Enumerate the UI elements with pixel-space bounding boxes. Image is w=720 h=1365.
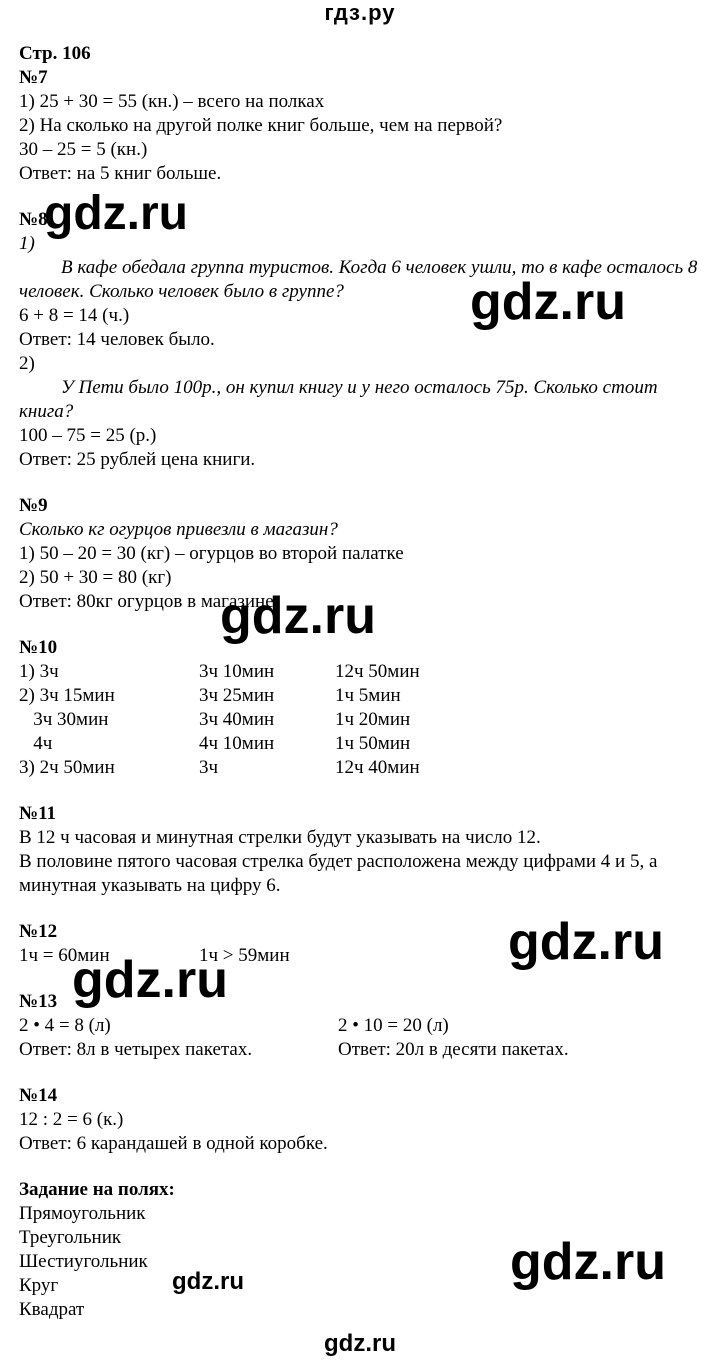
ex13-right-calc: 2 • 10 = 20 (л) <box>338 1015 449 1036</box>
watermark-logo: gdz.ru <box>470 273 626 331</box>
ex10-cell: 3) 2ч 50мин <box>19 757 115 778</box>
page-label: Стр. 106 <box>19 43 91 64</box>
ex10-cell: 2) 3ч 15мин <box>19 685 115 706</box>
ex10-row <box>19 684 699 708</box>
ex13-right-answer: Ответ: 20л в десяти пакетах. <box>338 1039 569 1060</box>
ex14-line: 12 : 2 = 6 (к.) <box>19 1109 124 1130</box>
ex8-part1-solution: 6 + 8 = 14 (ч.) <box>19 305 130 326</box>
ex8-part2-task: У Пети было 100р., он купил книгу и у него осталось 75р. Сколько стоит книга? <box>19 377 658 422</box>
ex8-part2-solution: 100 – 75 = 25 (р.) <box>19 425 157 446</box>
margin-task-item: Квадрат <box>19 1299 85 1320</box>
ex12-left: 1ч = 60мин <box>19 945 110 966</box>
ex8-part2-label: 2) <box>19 353 35 374</box>
ex10-title: №10 <box>19 637 58 658</box>
ex13-title: №13 <box>19 991 58 1012</box>
watermark-logo: gdz.ru <box>172 1268 244 1295</box>
ex8-title: №8 <box>19 209 48 230</box>
margin-task-item: Круг <box>19 1275 59 1296</box>
ex10-cell: 12ч 40мин <box>335 757 420 778</box>
margin-task-item: Прямоугольник <box>19 1203 146 1224</box>
ex9-title: №9 <box>19 495 48 516</box>
ex13-left-answer: Ответ: 8л в четырех пакетах. <box>19 1039 253 1060</box>
watermark-logo: gdz.ru <box>220 587 376 645</box>
ex9-line: 2) 50 + 30 = 80 (кг) <box>19 567 172 588</box>
ex8-part1-answer: Ответ: 14 человек было. <box>19 329 215 350</box>
ex10-cell: 1) 3ч <box>19 661 59 682</box>
watermark-logo: gdz.ru <box>72 951 228 1009</box>
ex9-question: Сколько кг огурцов привезли в магазин? <box>19 519 338 540</box>
ex10-cell: 4ч <box>19 733 53 754</box>
ex10-cell: 12ч 50мин <box>335 661 420 682</box>
ex10-cell: 4ч 10мин <box>199 733 275 754</box>
watermark-logo: gdz.ru <box>510 1233 666 1291</box>
ex7-line: 1) 25 + 30 = 55 (кн.) – всего на полках <box>19 91 325 112</box>
ex12-title: №12 <box>19 921 58 942</box>
watermark-logo: gdz.ru <box>508 913 664 971</box>
ex10-row <box>19 708 699 732</box>
ex11-line: В половине пятого часовая стрелка будет расположена между цифрами 4 и 5, а минутная указывать на цифру 6. <box>19 851 658 896</box>
site-footer: gdz.ru <box>324 1330 396 1357</box>
ex10-cell: 3ч 25мин <box>199 685 275 706</box>
ex14-title: №14 <box>19 1085 58 1106</box>
ex10-cell: 1ч 20мин <box>335 709 411 730</box>
ex10-row <box>19 732 699 756</box>
ex10-row <box>19 756 699 780</box>
margin-task-item: Треугольник <box>19 1227 122 1248</box>
ex7-line: 30 – 25 = 5 (кн.) <box>19 139 148 160</box>
ex13-left-calc: 2 • 4 = 8 (л) <box>19 1015 111 1036</box>
ex8-part1-label: 1) <box>19 233 35 254</box>
ex10-cell: 3ч <box>199 757 219 778</box>
ex12-right: 1ч > 59мин <box>199 945 290 966</box>
ex9-line: Ответ: 80кг огурцов в магазине. <box>19 591 279 612</box>
ex7-line: 2) На сколько на другой полке книг больше, чем на первой? <box>19 115 503 136</box>
margin-task-title: Задание на полях: <box>19 1179 175 1200</box>
ex10-cell: 3ч 10мин <box>199 661 275 682</box>
ex10-cell: 3ч 40мин <box>199 709 275 730</box>
margin-task-item: Шестиугольник <box>19 1251 148 1272</box>
ex13-row <box>19 1014 699 1038</box>
watermark-logo: gdz.ru <box>44 187 188 240</box>
ex8-part1-task: В кафе обедала группа туристов. Когда 6 человек ушли, то в кафе осталось 8 человек. Сколько человек было в группе? <box>19 257 698 302</box>
ex11-line: В 12 ч часовая и минутная стрелки будут указывать на число 12. <box>19 827 541 848</box>
ex10-cell: 1ч 5мин <box>335 685 401 706</box>
ex9-line: 1) 50 – 20 = 30 (кг) – огурцов во второй палатке <box>19 543 404 564</box>
site-header: гдз.ру <box>324 0 396 25</box>
ex14-line: Ответ: 6 карандашей в одной коробке. <box>19 1133 328 1154</box>
ex7-line: Ответ: на 5 книг больше. <box>19 163 222 184</box>
ex10-cell: 1ч 50мин <box>335 733 411 754</box>
ex10-row <box>19 660 699 684</box>
ex13-row <box>19 1038 699 1062</box>
ex7-title: №7 <box>19 67 48 88</box>
ex8-part2-answer: Ответ: 25 рублей цена книги. <box>19 449 256 470</box>
ex11-title: №11 <box>19 803 57 824</box>
ex10-cell: 3ч 30мин <box>19 709 109 730</box>
